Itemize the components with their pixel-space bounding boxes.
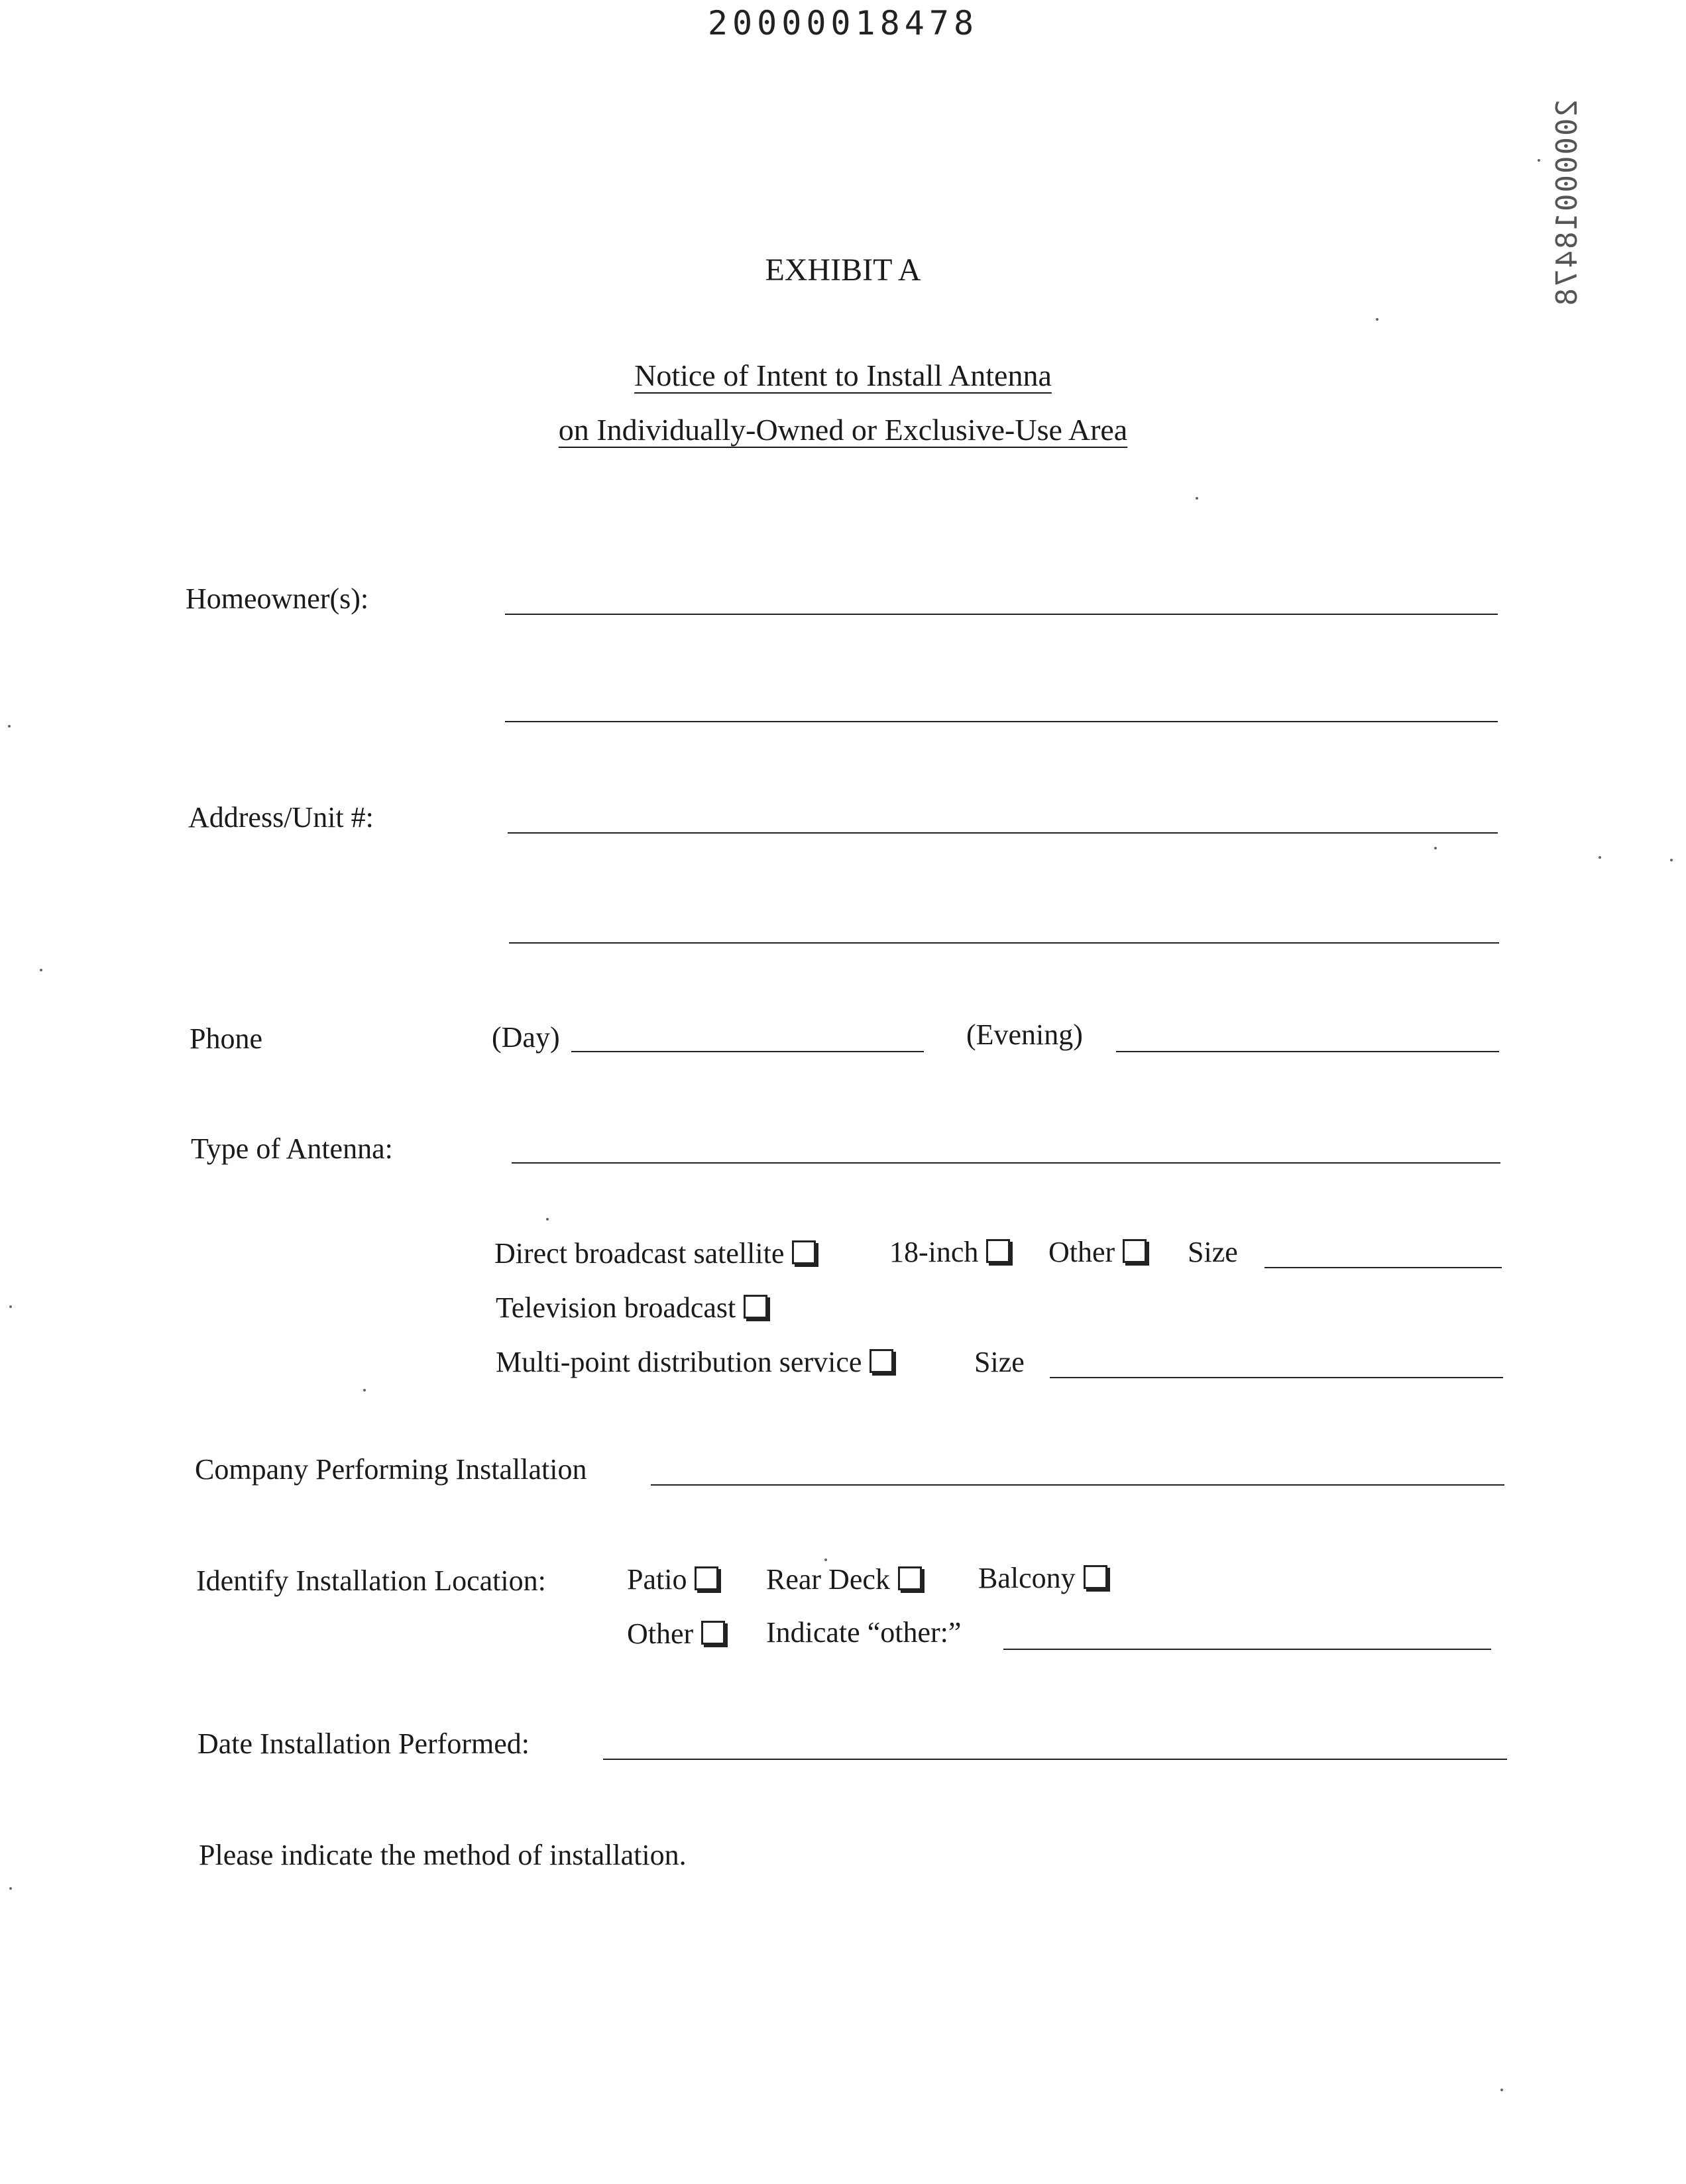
- option-other-antenna[interactable]: [1048, 1238, 1147, 1267]
- option-tv-broadcast-label: Television broadcast: [496, 1291, 736, 1324]
- day-label: (Day): [492, 1021, 560, 1054]
- evening-label: (Evening): [966, 1018, 1083, 1051]
- document-number: 20000018478: [707, 4, 979, 42]
- location-other-checkbox[interactable]: [701, 1621, 725, 1645]
- address-label: Address/Unit #:: [188, 801, 374, 834]
- option-dbs[interactable]: [494, 1239, 816, 1268]
- scan-speck: [1196, 497, 1198, 500]
- subtitle-line-1-text: Notice of Intent to Install Antenna: [634, 358, 1052, 392]
- option-18-inch[interactable]: [889, 1238, 1010, 1267]
- location-rear-deck[interactable]: [766, 1565, 922, 1594]
- address-field-2[interactable]: [509, 942, 1499, 944]
- exhibit-title: EXHIBIT A: [765, 252, 921, 288]
- mmds-size-label: Size: [974, 1346, 1025, 1378]
- mmds-checkbox[interactable]: [870, 1349, 893, 1373]
- method-prompt: Please indicate the method of installation.: [199, 1839, 687, 1871]
- scan-speck: [824, 1558, 827, 1561]
- scan-speck: [40, 969, 42, 971]
- location-other[interactable]: [627, 1619, 725, 1649]
- dbs-size-label: Size: [1188, 1236, 1238, 1268]
- option-mmds-label: Multi-point distribution service: [496, 1346, 862, 1378]
- indicate-other-label: Indicate “other:”: [766, 1616, 962, 1649]
- other-antenna-checkbox[interactable]: [1123, 1239, 1147, 1263]
- scan-speck: [1434, 847, 1437, 849]
- scan-speck: [8, 725, 11, 728]
- homeowners-field-2[interactable]: [505, 721, 1498, 722]
- phone-evening-field[interactable]: [1116, 1051, 1499, 1052]
- date-field[interactable]: [603, 1759, 1507, 1760]
- date-label: Date Installation Performed:: [197, 1727, 530, 1760]
- address-field-1[interactable]: [508, 832, 1498, 834]
- dbs-checkbox[interactable]: [792, 1240, 816, 1264]
- dbs-size-field[interactable]: [1264, 1267, 1502, 1268]
- homeowners-label: Homeowner(s):: [186, 582, 369, 615]
- tv-broadcast-checkbox[interactable]: [744, 1295, 767, 1319]
- location-balcony-label: Balcony: [978, 1562, 1076, 1594]
- homeowners-field-1[interactable]: [505, 614, 1498, 615]
- location-rear-deck-label: Rear Deck: [766, 1563, 890, 1596]
- subtitle-line-1: [0, 358, 1686, 393]
- option-mmds[interactable]: [496, 1348, 893, 1377]
- scan-speck: [363, 1389, 366, 1392]
- scan-speck: [1670, 859, 1673, 861]
- company-field[interactable]: [651, 1484, 1504, 1486]
- antenna-type-label: Type of Antenna:: [191, 1132, 393, 1165]
- option-18-inch-label: 18-inch: [889, 1236, 979, 1268]
- scan-speck: [1538, 159, 1540, 162]
- scan-speck: [1599, 856, 1601, 859]
- antenna-type-field[interactable]: [512, 1162, 1500, 1164]
- company-label: Company Performing Installation: [195, 1453, 587, 1486]
- patio-checkbox[interactable]: [695, 1566, 718, 1590]
- side-stamp-text: 20000018478: [1550, 99, 1584, 307]
- scan-speck: [546, 1218, 549, 1221]
- indicate-other-field[interactable]: [1003, 1649, 1491, 1650]
- eighteen-inch-checkbox[interactable]: [986, 1239, 1010, 1263]
- option-dbs-label: Direct broadcast satellite: [494, 1237, 785, 1270]
- option-tv-broadcast[interactable]: [496, 1293, 767, 1323]
- phone-label: Phone: [190, 1022, 262, 1055]
- scan-speck: [9, 1305, 12, 1308]
- mmds-size-field[interactable]: [1050, 1377, 1503, 1378]
- location-patio-label: Patio: [627, 1563, 687, 1596]
- rear-deck-checkbox[interactable]: [898, 1566, 922, 1590]
- balcony-checkbox[interactable]: [1084, 1565, 1107, 1589]
- location-label: Identify Installation Location:: [196, 1564, 546, 1597]
- location-balcony[interactable]: [978, 1564, 1107, 1593]
- location-other-label: Other: [627, 1617, 694, 1650]
- scan-speck: [1376, 318, 1378, 321]
- phone-day-field[interactable]: [571, 1051, 924, 1052]
- location-patio[interactable]: [627, 1565, 718, 1594]
- scan-speck: [1500, 2089, 1503, 2091]
- subtitle-line-2: [0, 412, 1686, 447]
- subtitle-line-2-text: on Individually-Owned or Exclusive-Use Area: [558, 413, 1128, 447]
- option-other-antenna-label: Other: [1048, 1236, 1115, 1268]
- scan-speck: [9, 1887, 12, 1890]
